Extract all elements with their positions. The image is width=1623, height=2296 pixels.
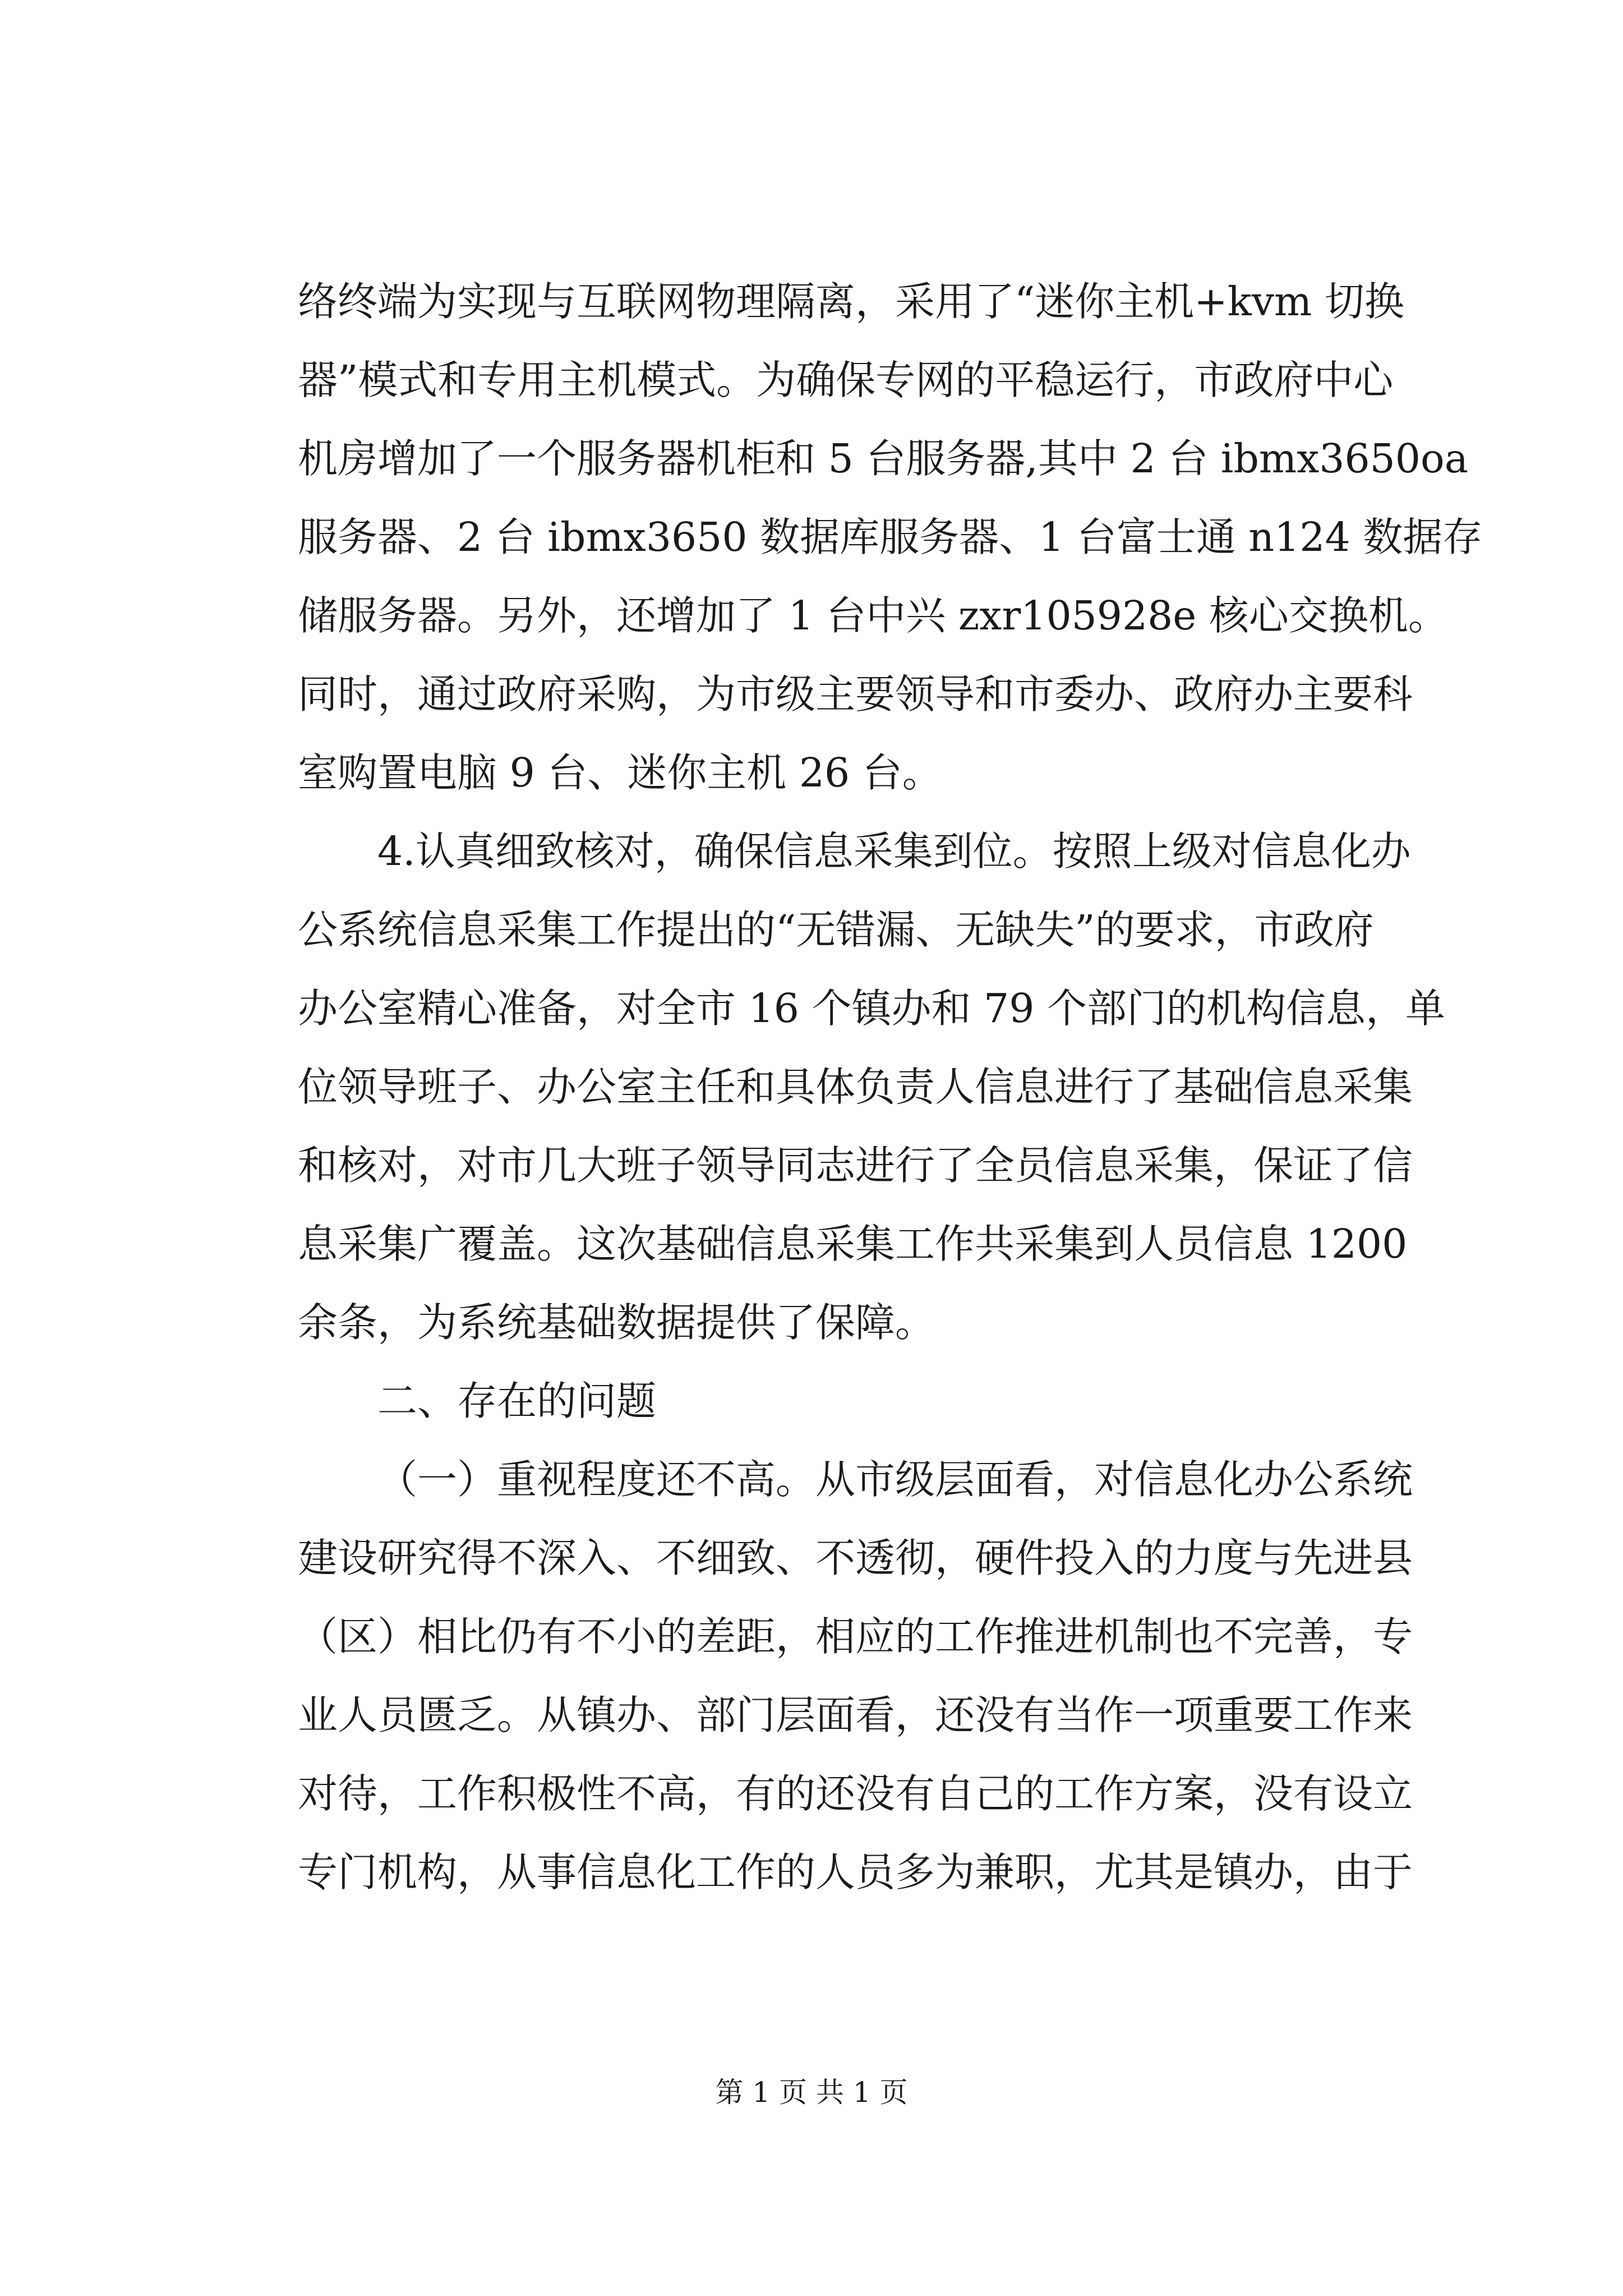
section-heading: 二、存在的问题 bbox=[377, 1378, 657, 1424]
text-line: 对待，工作积极性不高，有的还没有自己的工作方案，没有设立 bbox=[298, 1770, 1413, 1817]
text-line: 办公室精心准备，对全市 16 个镇办和 79 个部门的机构信息，单 bbox=[298, 985, 1445, 1032]
text-line: 室购置电脑 9 台、迷你主机 26 台。 bbox=[298, 749, 942, 796]
text-line: 和核对，对市几大班子领导同志进行了全员信息采集，保证了信 bbox=[298, 1142, 1413, 1189]
text-line: 络终端为实现与互联网物理隔离，采用了“迷你主机+kvm 切换 bbox=[298, 278, 1404, 325]
text-line: 储服务器。另外，还增加了 1 台中兴 zxr105928e 核心交换机。 bbox=[298, 592, 1448, 639]
text-line: 息采集广覆盖。这次基础信息采集工作共采集到人员信息 1200 bbox=[298, 1221, 1408, 1267]
paragraph-start-line: （一）重视程度还不高。从市级层面看，对信息化办公系统 bbox=[377, 1456, 1413, 1503]
text-line: 位领导班子、办公室主任和具体负责人信息进行了基础信息采集 bbox=[298, 1064, 1413, 1110]
paragraph-start-line: 4.认真细致核对，确保信息采集到位。按照上级对信息化办 bbox=[377, 828, 1411, 875]
text-line: 余条，为系统基础数据提供了保障。 bbox=[298, 1299, 935, 1346]
text-line: 服务器、2 台 ibmx3650 数据库服务器、1 台富士通 n124 数据存 bbox=[298, 514, 1483, 560]
text-line: 器”模式和专用主机模式。为确保专网的平稳运行，市政府中心 bbox=[298, 357, 1394, 403]
text-line: （区）相比仍有不小的差距，相应的工作推进机制也不完善，专 bbox=[298, 1613, 1413, 1660]
page-number-footer: 第 1 页 共 1 页 bbox=[715, 2076, 908, 2109]
text-line: 业人员匮乏。从镇办、部门层面看，还没有当作一项重要工作来 bbox=[298, 1692, 1413, 1738]
text-line: 专门机构，从事信息化工作的人员多为兼职，尤其是镇办，由于 bbox=[298, 1849, 1413, 1895]
text-line: 建设研究得不深入、不细致、不透彻，硬件投入的力度与先进县 bbox=[298, 1535, 1413, 1581]
body-text bbox=[298, 263, 1483, 1912]
text-line: 机房增加了一个服务器机柜和 5 台服务器,其中 2 台 ibmx3650oa bbox=[298, 435, 1469, 482]
text-line: 公系统信息采集工作提出的“无错漏、无缺失”的要求，市政府 bbox=[298, 907, 1374, 953]
text-line: 同时，通过政府采购，为市级主要领导和市委办、政府办主要科 bbox=[298, 671, 1413, 717]
